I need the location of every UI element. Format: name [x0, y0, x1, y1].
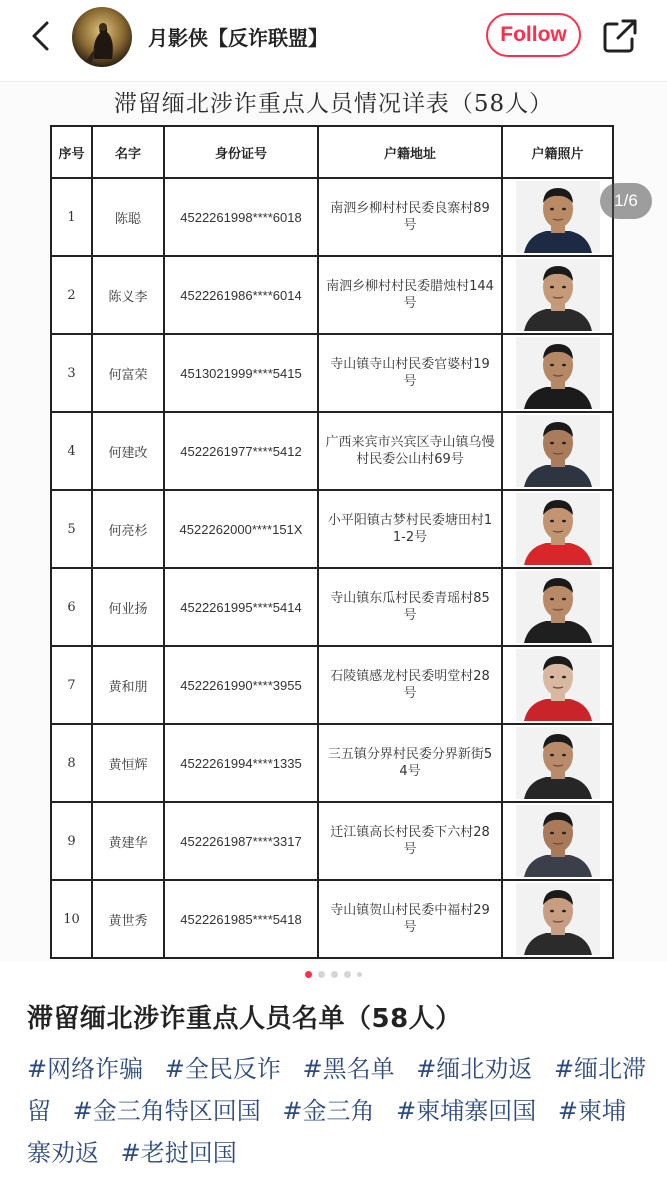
person-name: 何建改: [92, 412, 164, 490]
row-number: 1: [51, 178, 92, 256]
id-number: 4522262000****151X: [164, 490, 318, 568]
portrait-cell: [502, 412, 613, 490]
person-name: 陈聪: [92, 178, 164, 256]
table-row: [51, 568, 613, 646]
portrait-photo: [516, 883, 600, 955]
table-header-row: [51, 126, 613, 178]
portrait-photo: [516, 727, 600, 799]
row-number: 7: [51, 646, 92, 724]
table-row: [51, 178, 613, 256]
table-row: [51, 412, 613, 490]
portrait-photo: [516, 493, 600, 565]
author-name[interactable]: 月影侠【反诈联盟】: [148, 26, 328, 50]
portrait-photo: [516, 259, 600, 331]
document-title: 滞留缅北涉诈重点人员情况详表（58人）: [113, 91, 554, 117]
table-row: [51, 490, 613, 568]
portrait-cell: [502, 802, 613, 880]
portrait-photo: [516, 181, 600, 253]
hashtag-link[interactable]: #黑名单: [302, 1055, 395, 1083]
household-address: 寺山镇贺山村民委中福村29号: [318, 880, 502, 958]
table-row: [51, 802, 613, 880]
hashtag-link[interactable]: #缅北劝返: [416, 1055, 533, 1083]
id-number: 4513021999****5415: [164, 334, 318, 412]
row-number: 6: [51, 568, 92, 646]
post-image-carousel[interactable]: [0, 83, 667, 963]
column-header-id: 身份证号: [164, 126, 318, 178]
image-counter: 1/6: [600, 183, 652, 219]
row-number: 4: [51, 412, 92, 490]
portrait-cell: [502, 880, 613, 958]
id-number: 4522261977****5412: [164, 412, 318, 490]
person-name: 黄世秀: [92, 880, 164, 958]
table-row: [51, 880, 613, 958]
person-name: 黄恒辉: [92, 724, 164, 802]
household-address: 小平阳镇古梦村民委塘田村11-2号: [318, 490, 502, 568]
portrait-photo: [516, 571, 600, 643]
hashtag-link[interactable]: #网络诈骗: [27, 1055, 144, 1083]
household-address: 三五镇分界村民委分界新街54号: [318, 724, 502, 802]
post-header: [0, 0, 667, 82]
hashtag-link[interactable]: #缅北滞留: [27, 1055, 647, 1125]
household-address: 石陵镇感龙村民委明堂村28号: [318, 646, 502, 724]
column-header-name: 名字: [92, 126, 164, 178]
portrait-photo: [516, 337, 600, 409]
id-number: 4522261995****5414: [164, 568, 318, 646]
hashtag-link[interactable]: #金三角: [282, 1097, 375, 1125]
id-number: 4522261986****6014: [164, 256, 318, 334]
id-number: 4522261990****3955: [164, 646, 318, 724]
portrait-cell: [502, 490, 613, 568]
carousel-dot: [305, 971, 312, 978]
share-button[interactable]: [601, 17, 639, 55]
table-row: [51, 724, 613, 802]
column-header-address: 户籍地址: [318, 126, 502, 178]
author-avatar[interactable]: [72, 7, 132, 67]
person-name: 黄和朋: [92, 646, 164, 724]
avatar-image: [72, 7, 132, 67]
household-address: 广西来宾市兴宾区寺山镇乌慢村民委公山村69号: [318, 412, 502, 490]
household-address: 南泗乡柳村村民委良寨村89号: [318, 178, 502, 256]
hashtag-list: [27, 1048, 647, 1174]
post-title: 滞留缅北涉诈重点人员名单（58人）: [27, 1004, 462, 1034]
portrait-cell: [502, 568, 613, 646]
portrait-photo: [516, 805, 600, 877]
portrait-cell: [502, 334, 613, 412]
carousel-indicator: [0, 968, 667, 980]
table-row: [51, 256, 613, 334]
hashtag-link[interactable]: #老挝回国: [120, 1139, 237, 1167]
row-number: 5: [51, 490, 92, 568]
portrait-photo: [516, 649, 600, 721]
hashtag-link[interactable]: #全民反诈: [164, 1055, 281, 1083]
person-name: 黄建华: [92, 802, 164, 880]
follow-button[interactable]: Follow: [486, 13, 581, 57]
carousel-dot: [357, 972, 362, 977]
id-number: 4522261985****5418: [164, 880, 318, 958]
portrait-cell: [502, 178, 613, 256]
household-address: 迁江镇高长村民委下六村28号: [318, 802, 502, 880]
person-name: 陈义李: [92, 256, 164, 334]
column-header-number: 序号: [51, 126, 92, 178]
portrait-cell: [502, 256, 613, 334]
column-header-photo: 户籍照片: [502, 126, 613, 178]
table-row: [51, 334, 613, 412]
carousel-dot: [331, 971, 338, 978]
person-name: 何亮杉: [92, 490, 164, 568]
table-row: [51, 646, 613, 724]
hashtag-link[interactable]: #柬埔寨劝返: [27, 1097, 626, 1167]
id-number: 4522261994****1335: [164, 724, 318, 802]
household-address: 寺山镇东瓜村民委青瑶村85号: [318, 568, 502, 646]
person-name: 何富荣: [92, 334, 164, 412]
row-number: 3: [51, 334, 92, 412]
household-address: 南泗乡柳村村民委腊烛村144号: [318, 256, 502, 334]
portrait-cell: [502, 724, 613, 802]
share-icon: [601, 17, 639, 55]
hashtag-link[interactable]: #柬埔寨回国: [396, 1097, 537, 1125]
hashtag-link[interactable]: #金三角特区回国: [72, 1097, 261, 1125]
person-name: 何业扬: [92, 568, 164, 646]
back-button[interactable]: [22, 18, 58, 54]
portrait-cell: [502, 646, 613, 724]
carousel-dot: [344, 971, 351, 978]
row-number: 9: [51, 802, 92, 880]
row-number: 2: [51, 256, 92, 334]
household-address: 寺山镇寺山村民委官婆村19号: [318, 334, 502, 412]
back-arrow-icon: [29, 20, 51, 52]
carousel-dot: [318, 971, 325, 978]
portrait-photo: [516, 415, 600, 487]
id-number: 4522261987****3317: [164, 802, 318, 880]
roster-table: [50, 125, 614, 959]
row-number: 10: [51, 880, 92, 958]
row-number: 8: [51, 724, 92, 802]
id-number: 4522261998****6018: [164, 178, 318, 256]
